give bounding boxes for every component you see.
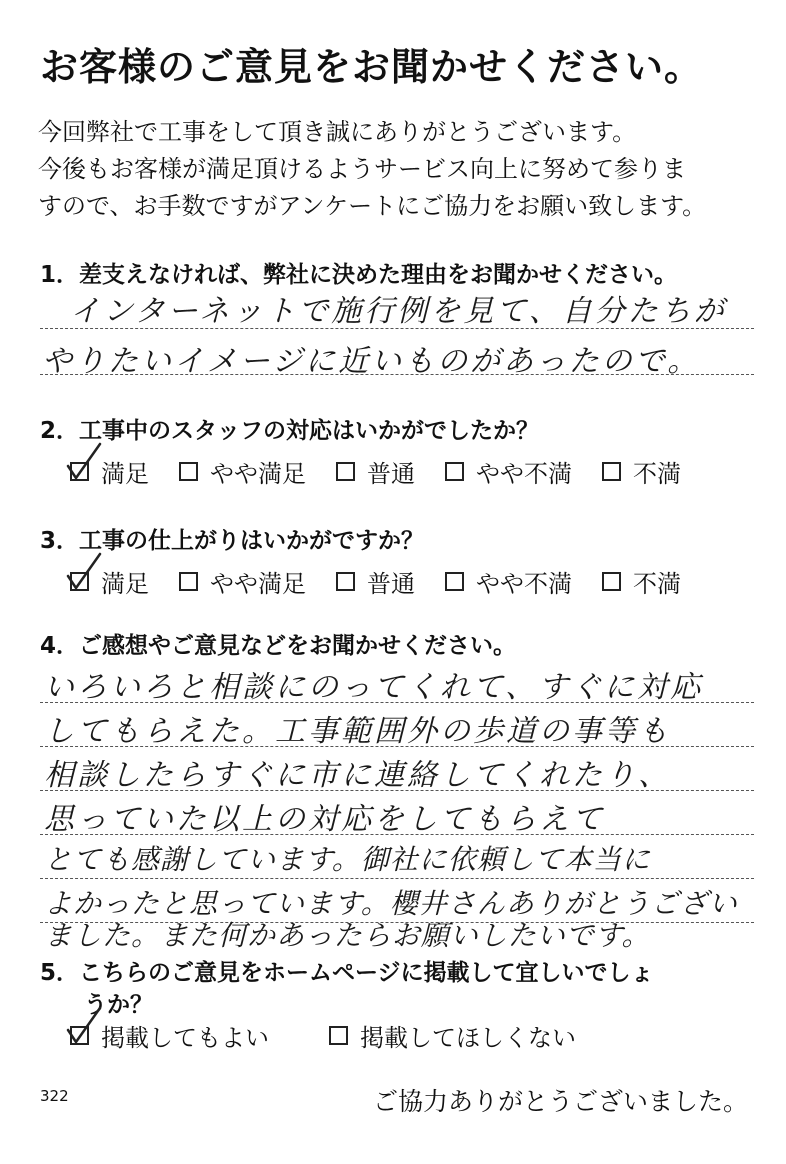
checkbox[interactable] <box>602 572 621 591</box>
checkbox[interactable] <box>445 462 464 481</box>
q2-option-normal[interactable] <box>336 454 415 489</box>
option-label: 満足 <box>101 460 149 488</box>
checkmark-icon <box>66 552 102 592</box>
page-number: 322 <box>40 1087 69 1105</box>
q4-answer-line-3: 相談したらすぐに市に連絡してくれたり、 <box>44 758 671 793</box>
q2-options <box>70 454 711 489</box>
checkbox-checked[interactable] <box>70 1026 89 1045</box>
checkmark-icon <box>66 1006 102 1046</box>
answer-rule <box>40 328 754 329</box>
answer-rule <box>40 834 754 835</box>
q1-answer-line-1: インターネットで施行例を見て、自分たちが <box>70 294 727 329</box>
answer-rule <box>40 746 754 747</box>
question-2: 2．工事中のスタッフの対応はいかがでしたか？ <box>40 418 540 444</box>
option-label: 普通 <box>367 570 415 598</box>
q4-answer-line-7: ました。また何かあったらお願いしたいです。 <box>44 919 651 952</box>
option-label: 掲載してもよい <box>101 1024 269 1052</box>
q2-option-dissatisfied[interactable] <box>602 454 681 489</box>
q4-answer-line-2: してもらえた。工事範囲外の歩道の事等も <box>44 714 671 749</box>
option-label: やや不満 <box>476 570 572 598</box>
question-5-line-1: 5．こちらのご意見をホームページに掲載して宜しいでしょ <box>40 960 654 986</box>
q3-option-dissatisfied[interactable] <box>602 564 681 599</box>
q5-option-allow[interactable] <box>70 1018 269 1053</box>
q4-answer-line-4: 思っていた以上の対応をしてもらえて <box>44 802 605 837</box>
q5-options <box>70 1018 606 1053</box>
checkmark-icon <box>66 442 102 482</box>
intro-line-3: すので、お手数ですがアンケートにご協力をお願い致します。 <box>38 192 707 220</box>
option-label: 掲載してほしくない <box>360 1024 576 1052</box>
answer-rule <box>40 374 754 375</box>
option-label: やや不満 <box>476 460 572 488</box>
closing-thanks: ご協力ありがとうございました。 <box>372 1087 748 1116</box>
q3-option-satisfied[interactable] <box>70 564 149 599</box>
question-3: 3．工事の仕上がりはいかがですか？ <box>40 528 425 554</box>
q3-option-normal[interactable] <box>336 564 415 599</box>
question-4: 4．ご感想やご意見などをお聞かせください。 <box>40 633 517 659</box>
q4-answer-line-6: よかったと思っています。櫻井さんありがとうござい <box>44 887 738 920</box>
question-5-line-2: うか？ <box>84 992 153 1018</box>
q3-option-somewhat-dissatisfied[interactable] <box>445 564 572 599</box>
option-label: 満足 <box>101 570 149 598</box>
checkbox[interactable] <box>602 462 621 481</box>
checkbox[interactable] <box>336 572 355 591</box>
checkbox[interactable] <box>336 462 355 481</box>
option-label: 不満 <box>633 460 681 488</box>
option-label: 普通 <box>367 460 415 488</box>
checkbox[interactable] <box>329 1026 348 1045</box>
q5-option-deny[interactable] <box>329 1018 576 1053</box>
q4-answer-line-1: いろいろと相談にのってくれて、すぐに対応 <box>44 670 704 705</box>
checkbox[interactable] <box>179 462 198 481</box>
q2-option-satisfied[interactable] <box>70 454 149 489</box>
option-label: やや満足 <box>210 460 306 488</box>
checkbox[interactable] <box>445 572 464 591</box>
intro-line-2: 今後もお客様が満足頂けるようサービス向上に努めて参りま <box>38 155 686 183</box>
q1-answer-line-2: やりたいイメージに近いものがあったので。 <box>42 344 701 379</box>
option-label: やや満足 <box>210 570 306 598</box>
q4-answer-line-5: とても感謝しています。御社に依頼して本当に <box>44 843 651 876</box>
q3-option-somewhat-satisfied[interactable] <box>179 564 306 599</box>
intro-line-1: 今回弊社で工事をして頂き誠にありがとうございます。 <box>38 118 637 146</box>
answer-rule <box>40 878 754 879</box>
answer-rule <box>40 790 754 791</box>
option-label: 不満 <box>633 570 681 598</box>
checkbox[interactable] <box>179 572 198 591</box>
page-title: お客様のご意見をお聞かせください。 <box>40 45 704 89</box>
q2-option-somewhat-dissatisfied[interactable] <box>445 454 572 489</box>
question-1: 1．差支えなければ、弊社に決めた理由をお聞かせください。 <box>40 262 678 288</box>
q2-option-somewhat-satisfied[interactable] <box>179 454 306 489</box>
checkbox-checked[interactable] <box>70 572 89 591</box>
q3-options <box>70 564 711 599</box>
checkbox-checked[interactable] <box>70 462 89 481</box>
answer-rule <box>40 702 754 703</box>
